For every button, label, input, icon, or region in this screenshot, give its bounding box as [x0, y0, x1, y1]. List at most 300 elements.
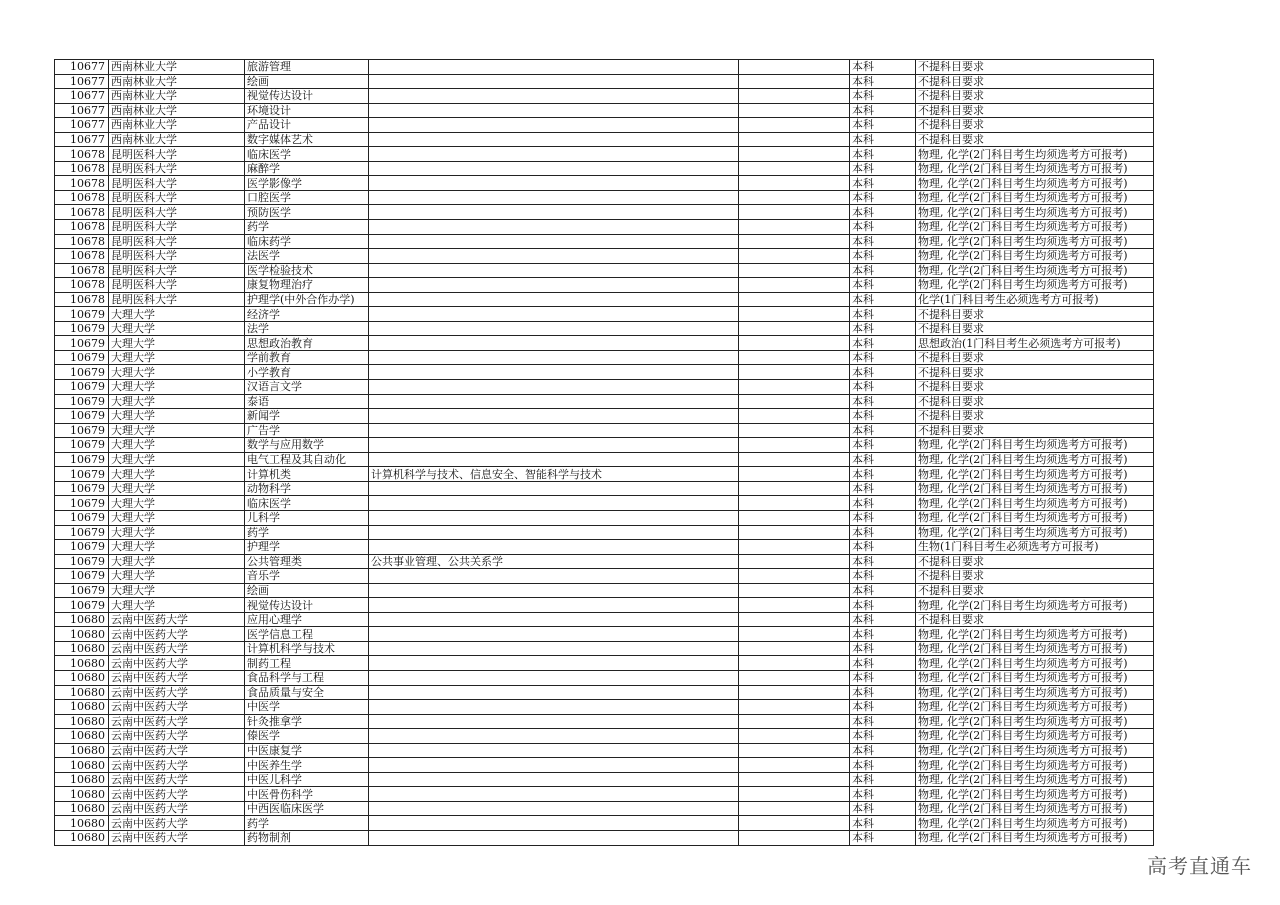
level-cell: 本科 — [850, 118, 916, 133]
school-name-cell: 西南林业大学 — [109, 60, 245, 75]
included-majors-cell — [369, 714, 739, 729]
major-name-cell: 预防医学 — [245, 205, 369, 220]
table-row — [55, 307, 1154, 322]
table-row — [55, 89, 1154, 104]
school-name-cell: 云南中医药大学 — [109, 758, 245, 773]
school-code-cell: 10679 — [55, 394, 109, 409]
level-cell: 本科 — [850, 627, 916, 642]
level-cell: 本科 — [850, 220, 916, 235]
school-code-cell: 10680 — [55, 743, 109, 758]
school-code-cell: 10679 — [55, 438, 109, 453]
major-name-cell: 公共管理类 — [245, 554, 369, 569]
blank-cell — [739, 598, 850, 613]
school-code-cell: 10677 — [55, 132, 109, 147]
blank-cell — [739, 540, 850, 555]
school-code-cell: 10678 — [55, 234, 109, 249]
subject-requirement-cell: 物理, 化学(2门科目考生均须选考方可报考) — [916, 685, 1154, 700]
school-name-cell: 云南中医药大学 — [109, 772, 245, 787]
table-row — [55, 700, 1154, 715]
major-name-cell: 医学检验技术 — [245, 263, 369, 278]
table-row — [55, 583, 1154, 598]
school-code-cell: 10679 — [55, 598, 109, 613]
included-majors-cell — [369, 365, 739, 380]
blank-cell — [739, 103, 850, 118]
major-name-cell: 计算机科学与技术 — [245, 641, 369, 656]
subject-requirement-cell: 物理, 化学(2门科目考生均须选考方可报考) — [916, 496, 1154, 511]
table-body — [55, 60, 1154, 846]
blank-cell — [739, 554, 850, 569]
school-name-cell: 云南中医药大学 — [109, 714, 245, 729]
blank-cell — [739, 161, 850, 176]
table-row — [55, 830, 1154, 845]
school-code-cell: 10678 — [55, 190, 109, 205]
school-code-cell: 10679 — [55, 350, 109, 365]
major-name-cell: 中医儿科学 — [245, 772, 369, 787]
level-cell: 本科 — [850, 350, 916, 365]
table-row — [55, 627, 1154, 642]
level-cell: 本科 — [850, 336, 916, 351]
table-row — [55, 729, 1154, 744]
subject-requirement-cell: 物理, 化学(2门科目考生均须选考方可报考) — [916, 190, 1154, 205]
major-name-cell: 中医学 — [245, 700, 369, 715]
included-majors-cell — [369, 569, 739, 584]
level-cell: 本科 — [850, 714, 916, 729]
blank-cell — [739, 336, 850, 351]
blank-cell — [739, 467, 850, 482]
included-majors-cell — [369, 743, 739, 758]
subject-requirement-cell: 物理, 化学(2门科目考生均须选考方可报考) — [916, 234, 1154, 249]
major-name-cell: 数字媒体艺术 — [245, 132, 369, 147]
included-majors-cell — [369, 103, 739, 118]
school-code-cell: 10680 — [55, 801, 109, 816]
blank-cell — [739, 89, 850, 104]
school-code-cell: 10677 — [55, 89, 109, 104]
major-name-cell: 泰语 — [245, 394, 369, 409]
included-majors-cell — [369, 89, 739, 104]
major-name-cell: 思想政治教育 — [245, 336, 369, 351]
school-code-cell: 10679 — [55, 467, 109, 482]
table-row — [55, 321, 1154, 336]
level-cell: 本科 — [850, 263, 916, 278]
subject-requirement-cell: 物理, 化学(2门科目考生均须选考方可报考) — [916, 641, 1154, 656]
level-cell: 本科 — [850, 307, 916, 322]
blank-cell — [739, 496, 850, 511]
table-row — [55, 336, 1154, 351]
school-name-cell: 云南中医药大学 — [109, 641, 245, 656]
included-majors-cell — [369, 641, 739, 656]
school-code-cell: 10679 — [55, 496, 109, 511]
subject-requirement-cell: 思想政治(1门科目考生必须选考方可报考) — [916, 336, 1154, 351]
included-majors-cell — [369, 525, 739, 540]
blank-cell — [739, 772, 850, 787]
subject-requirement-cell: 不提科目要求 — [916, 74, 1154, 89]
school-name-cell: 昆明医科大学 — [109, 161, 245, 176]
level-cell: 本科 — [850, 729, 916, 744]
included-majors-cell — [369, 263, 739, 278]
school-name-cell: 昆明医科大学 — [109, 292, 245, 307]
included-majors-cell — [369, 816, 739, 831]
school-code-cell: 10679 — [55, 307, 109, 322]
included-majors-cell — [369, 598, 739, 613]
subject-requirement-cell: 不提科目要求 — [916, 307, 1154, 322]
school-name-cell: 西南林业大学 — [109, 103, 245, 118]
subject-requirement-cell: 物理, 化学(2门科目考生均须选考方可报考) — [916, 263, 1154, 278]
major-name-cell: 药物制剂 — [245, 830, 369, 845]
major-name-cell: 傣医学 — [245, 729, 369, 744]
table-row — [55, 598, 1154, 613]
major-name-cell: 视觉传达设计 — [245, 598, 369, 613]
included-majors-cell — [369, 380, 739, 395]
table-row — [55, 394, 1154, 409]
blank-cell — [739, 816, 850, 831]
school-code-cell: 10680 — [55, 612, 109, 627]
school-code-cell: 10677 — [55, 60, 109, 75]
school-code-cell: 10679 — [55, 554, 109, 569]
watermark-text: 高考直通车 — [1147, 854, 1252, 878]
included-majors-cell — [369, 292, 739, 307]
table-row — [55, 409, 1154, 424]
school-code-cell: 10679 — [55, 569, 109, 584]
major-name-cell: 药学 — [245, 525, 369, 540]
blank-cell — [739, 525, 850, 540]
included-majors-cell — [369, 685, 739, 700]
school-code-cell: 10678 — [55, 220, 109, 235]
included-majors-cell: 计算机科学与技术、信息安全、智能科学与技术 — [369, 467, 739, 482]
level-cell: 本科 — [850, 554, 916, 569]
level-cell: 本科 — [850, 409, 916, 424]
school-code-cell: 10677 — [55, 103, 109, 118]
school-code-cell: 10677 — [55, 118, 109, 133]
table-row — [55, 510, 1154, 525]
level-cell: 本科 — [850, 89, 916, 104]
subject-requirement-cell: 物理, 化学(2门科目考生均须选考方可报考) — [916, 438, 1154, 453]
school-name-cell: 大理大学 — [109, 423, 245, 438]
blank-cell — [739, 60, 850, 75]
school-name-cell: 西南林业大学 — [109, 74, 245, 89]
blank-cell — [739, 787, 850, 802]
level-cell: 本科 — [850, 234, 916, 249]
school-code-cell: 10680 — [55, 830, 109, 845]
major-name-cell: 护理学(中外合作办学) — [245, 292, 369, 307]
level-cell: 本科 — [850, 147, 916, 162]
school-name-cell: 昆明医科大学 — [109, 278, 245, 293]
school-name-cell: 西南林业大学 — [109, 89, 245, 104]
school-code-cell: 10680 — [55, 816, 109, 831]
subject-requirement-cell: 物理, 化学(2门科目考生均须选考方可报考) — [916, 670, 1154, 685]
school-name-cell: 昆明医科大学 — [109, 263, 245, 278]
subject-requirement-cell: 物理, 化学(2门科目考生均须选考方可报考) — [916, 656, 1154, 671]
level-cell: 本科 — [850, 292, 916, 307]
major-name-cell: 学前教育 — [245, 350, 369, 365]
blank-cell — [739, 758, 850, 773]
included-majors-cell — [369, 321, 739, 336]
included-majors-cell — [369, 438, 739, 453]
table-row — [55, 350, 1154, 365]
included-majors-cell — [369, 132, 739, 147]
school-name-cell: 大理大学 — [109, 525, 245, 540]
school-code-cell: 10680 — [55, 670, 109, 685]
subject-requirement-cell: 不提科目要求 — [916, 321, 1154, 336]
major-name-cell: 绘画 — [245, 583, 369, 598]
school-code-cell: 10678 — [55, 205, 109, 220]
major-name-cell: 药学 — [245, 816, 369, 831]
blank-cell — [739, 307, 850, 322]
level-cell: 本科 — [850, 321, 916, 336]
blank-cell — [739, 830, 850, 845]
subject-requirement-cell: 物理, 化学(2门科目考生均须选考方可报考) — [916, 161, 1154, 176]
subject-requirement-cell: 物理, 化学(2门科目考生均须选考方可报考) — [916, 743, 1154, 758]
table-row — [55, 234, 1154, 249]
table-row — [55, 220, 1154, 235]
included-majors-cell — [369, 278, 739, 293]
school-code-cell: 10679 — [55, 380, 109, 395]
major-name-cell: 小学教育 — [245, 365, 369, 380]
major-name-cell: 中西医临床医学 — [245, 801, 369, 816]
school-code-cell: 10680 — [55, 729, 109, 744]
subject-requirement-cell: 不提科目要求 — [916, 583, 1154, 598]
included-majors-cell — [369, 307, 739, 322]
major-name-cell: 食品科学与工程 — [245, 670, 369, 685]
major-name-cell: 中医康复学 — [245, 743, 369, 758]
included-majors-cell — [369, 118, 739, 133]
school-name-cell: 大理大学 — [109, 598, 245, 613]
school-code-cell: 10680 — [55, 641, 109, 656]
table-row — [55, 743, 1154, 758]
level-cell: 本科 — [850, 423, 916, 438]
school-code-cell: 10679 — [55, 583, 109, 598]
subject-requirement-cell: 物理, 化学(2门科目考生均须选考方可报考) — [916, 787, 1154, 802]
school-name-cell: 昆明医科大学 — [109, 234, 245, 249]
major-name-cell: 临床药学 — [245, 234, 369, 249]
major-name-cell: 旅游管理 — [245, 60, 369, 75]
major-name-cell: 视觉传达设计 — [245, 89, 369, 104]
included-majors-cell — [369, 510, 739, 525]
level-cell: 本科 — [850, 394, 916, 409]
blank-cell — [739, 612, 850, 627]
school-name-cell: 大理大学 — [109, 336, 245, 351]
major-name-cell: 针灸推拿学 — [245, 714, 369, 729]
major-name-cell: 儿科学 — [245, 510, 369, 525]
blank-cell — [739, 510, 850, 525]
blank-cell — [739, 220, 850, 235]
included-majors-cell — [369, 336, 739, 351]
school-name-cell: 云南中医药大学 — [109, 830, 245, 845]
table-row — [55, 132, 1154, 147]
table-row — [55, 60, 1154, 75]
level-cell: 本科 — [850, 816, 916, 831]
level-cell: 本科 — [850, 801, 916, 816]
school-name-cell: 大理大学 — [109, 321, 245, 336]
subject-requirement-cell: 物理, 化学(2门科目考生均须选考方可报考) — [916, 598, 1154, 613]
school-name-cell: 云南中医药大学 — [109, 627, 245, 642]
school-code-cell: 10680 — [55, 772, 109, 787]
level-cell: 本科 — [850, 103, 916, 118]
school-name-cell: 云南中医药大学 — [109, 801, 245, 816]
school-code-cell: 10678 — [55, 263, 109, 278]
school-code-cell: 10678 — [55, 161, 109, 176]
blank-cell — [739, 278, 850, 293]
level-cell: 本科 — [850, 743, 916, 758]
blank-cell — [739, 569, 850, 584]
included-majors-cell — [369, 729, 739, 744]
blank-cell — [739, 743, 850, 758]
blank-cell — [739, 481, 850, 496]
table-row — [55, 190, 1154, 205]
major-name-cell: 临床医学 — [245, 147, 369, 162]
included-majors-cell — [369, 830, 739, 845]
school-code-cell: 10679 — [55, 321, 109, 336]
included-majors-cell — [369, 74, 739, 89]
included-majors-cell — [369, 700, 739, 715]
table-row — [55, 569, 1154, 584]
school-code-cell: 10680 — [55, 627, 109, 642]
blank-cell — [739, 438, 850, 453]
school-code-cell: 10680 — [55, 714, 109, 729]
level-cell: 本科 — [850, 641, 916, 656]
major-name-cell: 麻醉学 — [245, 161, 369, 176]
subject-requirement-cell: 物理, 化学(2门科目考生均须选考方可报考) — [916, 510, 1154, 525]
school-name-cell: 大理大学 — [109, 350, 245, 365]
school-code-cell: 10678 — [55, 147, 109, 162]
blank-cell — [739, 627, 850, 642]
school-name-cell: 昆明医科大学 — [109, 190, 245, 205]
school-code-cell: 10679 — [55, 452, 109, 467]
level-cell: 本科 — [850, 161, 916, 176]
level-cell: 本科 — [850, 598, 916, 613]
level-cell: 本科 — [850, 525, 916, 540]
included-majors-cell — [369, 583, 739, 598]
level-cell: 本科 — [850, 205, 916, 220]
major-name-cell: 法医学 — [245, 249, 369, 264]
major-name-cell: 中医养生学 — [245, 758, 369, 773]
school-code-cell: 10680 — [55, 787, 109, 802]
school-name-cell: 云南中医药大学 — [109, 700, 245, 715]
level-cell: 本科 — [850, 438, 916, 453]
school-name-cell: 云南中医药大学 — [109, 656, 245, 671]
blank-cell — [739, 729, 850, 744]
blank-cell — [739, 801, 850, 816]
table-row — [55, 612, 1154, 627]
level-cell: 本科 — [850, 249, 916, 264]
subject-requirement-cell: 物理, 化学(2门科目考生均须选考方可报考) — [916, 147, 1154, 162]
subject-requirement-cell: 不提科目要求 — [916, 569, 1154, 584]
included-majors-cell — [369, 176, 739, 191]
major-name-cell: 护理学 — [245, 540, 369, 555]
major-name-cell: 环境设计 — [245, 103, 369, 118]
major-name-cell: 音乐学 — [245, 569, 369, 584]
table-row — [55, 714, 1154, 729]
school-name-cell: 云南中医药大学 — [109, 670, 245, 685]
table-row — [55, 423, 1154, 438]
subject-requirement-cell: 不提科目要求 — [916, 409, 1154, 424]
major-name-cell: 法学 — [245, 321, 369, 336]
major-name-cell: 食品质量与安全 — [245, 685, 369, 700]
blank-cell — [739, 656, 850, 671]
table-row — [55, 249, 1154, 264]
subject-requirement-cell: 不提科目要求 — [916, 365, 1154, 380]
blank-cell — [739, 700, 850, 715]
school-code-cell: 10679 — [55, 510, 109, 525]
included-majors-cell — [369, 190, 739, 205]
included-majors-cell: 公共事业管理、公共关系学 — [369, 554, 739, 569]
subject-requirement-cell: 物理, 化学(2门科目考生均须选考方可报考) — [916, 220, 1154, 235]
school-name-cell: 昆明医科大学 — [109, 176, 245, 191]
level-cell: 本科 — [850, 467, 916, 482]
table-row — [55, 176, 1154, 191]
level-cell: 本科 — [850, 452, 916, 467]
level-cell: 本科 — [850, 540, 916, 555]
school-name-cell: 大理大学 — [109, 380, 245, 395]
school-name-cell: 大理大学 — [109, 496, 245, 511]
blank-cell — [739, 205, 850, 220]
included-majors-cell — [369, 205, 739, 220]
level-cell: 本科 — [850, 132, 916, 147]
included-majors-cell — [369, 423, 739, 438]
level-cell: 本科 — [850, 481, 916, 496]
major-name-cell: 产品设计 — [245, 118, 369, 133]
blank-cell — [739, 394, 850, 409]
level-cell: 本科 — [850, 74, 916, 89]
included-majors-cell — [369, 481, 739, 496]
blank-cell — [739, 423, 850, 438]
school-name-cell: 云南中医药大学 — [109, 612, 245, 627]
table-row — [55, 816, 1154, 831]
subject-requirement-cell: 不提科目要求 — [916, 612, 1154, 627]
blank-cell — [739, 365, 850, 380]
school-code-cell: 10678 — [55, 292, 109, 307]
school-code-cell: 10679 — [55, 409, 109, 424]
subject-requirement-cell: 物理, 化学(2门科目考生均须选考方可报考) — [916, 249, 1154, 264]
school-code-cell: 10679 — [55, 423, 109, 438]
blank-cell — [739, 74, 850, 89]
subject-requirement-cell: 物理, 化学(2门科目考生均须选考方可报考) — [916, 816, 1154, 831]
school-name-cell: 大理大学 — [109, 452, 245, 467]
admission-table — [54, 59, 1154, 846]
subject-requirement-cell: 物理, 化学(2门科目考生均须选考方可报考) — [916, 278, 1154, 293]
major-name-cell: 新闻学 — [245, 409, 369, 424]
blank-cell — [739, 583, 850, 598]
subject-requirement-cell: 不提科目要求 — [916, 118, 1154, 133]
school-name-cell: 云南中医药大学 — [109, 787, 245, 802]
level-cell: 本科 — [850, 365, 916, 380]
subject-requirement-cell: 不提科目要求 — [916, 89, 1154, 104]
table-row — [55, 103, 1154, 118]
table-row — [55, 801, 1154, 816]
school-name-cell: 大理大学 — [109, 569, 245, 584]
major-name-cell: 药学 — [245, 220, 369, 235]
table-row — [55, 641, 1154, 656]
included-majors-cell — [369, 350, 739, 365]
table-row — [55, 452, 1154, 467]
table-row — [55, 380, 1154, 395]
school-code-cell: 10678 — [55, 278, 109, 293]
school-name-cell: 大理大学 — [109, 583, 245, 598]
level-cell: 本科 — [850, 670, 916, 685]
table-row — [55, 263, 1154, 278]
level-cell: 本科 — [850, 656, 916, 671]
included-majors-cell — [369, 409, 739, 424]
table-row — [55, 554, 1154, 569]
included-majors-cell — [369, 496, 739, 511]
school-code-cell: 10679 — [55, 336, 109, 351]
blank-cell — [739, 714, 850, 729]
level-cell: 本科 — [850, 510, 916, 525]
school-name-cell: 云南中医药大学 — [109, 743, 245, 758]
blank-cell — [739, 118, 850, 133]
level-cell: 本科 — [850, 758, 916, 773]
school-name-cell: 大理大学 — [109, 467, 245, 482]
major-name-cell: 汉语言文学 — [245, 380, 369, 395]
